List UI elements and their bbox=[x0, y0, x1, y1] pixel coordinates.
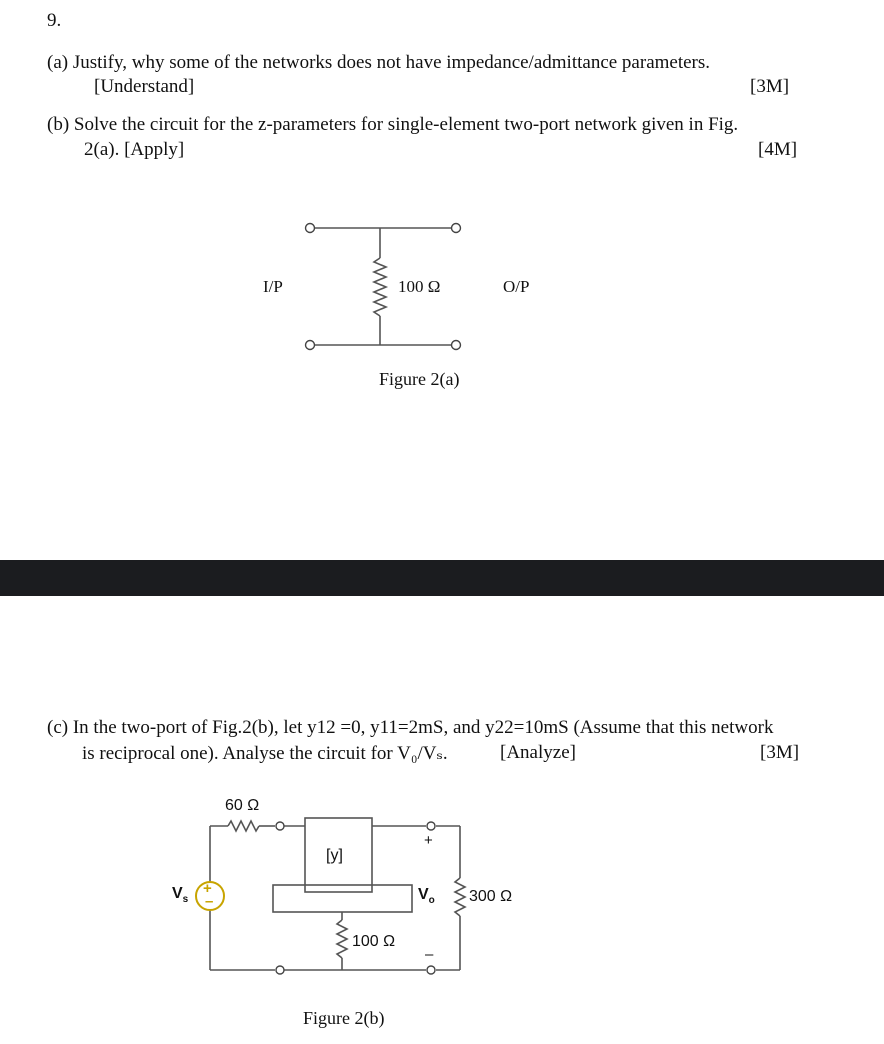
resistor-300-ohm bbox=[455, 878, 465, 916]
figure-2b-caption: Figure 2(b) bbox=[303, 1008, 385, 1028]
part-c-line1: (c) In the two-port of Fig.2(b), let y12 =0, y11=2mS, and y22=10mS (Assume that this network bbox=[47, 717, 774, 738]
question-number: 9. bbox=[47, 10, 62, 31]
source-voltage-label: $V_s$ bbox=[172, 885, 189, 906]
part-c-marks: [3M] bbox=[760, 742, 800, 763]
part-a-marks: [3M] bbox=[750, 76, 790, 97]
part-c-level: [Analyze] bbox=[500, 742, 576, 763]
output-label: O/P bbox=[503, 277, 530, 296]
r-shunt-label: 100 Ω bbox=[352, 933, 396, 950]
resistor-100-ohm-shunt bbox=[337, 920, 347, 958]
part-b-marks: [4M] bbox=[758, 139, 798, 160]
input-label: I/P bbox=[263, 277, 283, 296]
terminal-input-bottom bbox=[276, 966, 284, 974]
part-a-text: (a) Justify, why some of the networks does not have impedance/admittance parameters. bbox=[47, 52, 711, 73]
r-source-label: 60 Ω bbox=[225, 797, 260, 814]
figure-2a-caption: Figure 2(a) bbox=[379, 369, 460, 389]
part-a-level: [Understand] bbox=[94, 76, 195, 97]
terminal-output-top bbox=[427, 822, 435, 830]
part-b-line1: (b) Solve the circuit for the z-parameters for single-element two-port network given in Fig. bbox=[47, 114, 739, 135]
r-load-label: 300 Ω bbox=[469, 888, 513, 905]
output-voltage-label: $V_o$ bbox=[418, 886, 435, 907]
source-plus: + bbox=[203, 880, 212, 897]
source-minus: – bbox=[205, 893, 214, 910]
part-b-line2: 2(a). [Apply] bbox=[84, 139, 185, 160]
part-c-line2: is reciprocal one). Analyse the circuit for V₀/Vₛ. bbox=[82, 743, 448, 764]
network-label: [y] bbox=[326, 847, 343, 864]
output-plus-sign: + bbox=[424, 832, 433, 849]
resistor-label: 100 Ω bbox=[398, 277, 441, 296]
terminal-output-bottom bbox=[427, 966, 435, 974]
output-minus-sign: – bbox=[425, 946, 434, 963]
resistor-60-ohm bbox=[228, 821, 259, 831]
terminal-input-top bbox=[276, 822, 284, 830]
